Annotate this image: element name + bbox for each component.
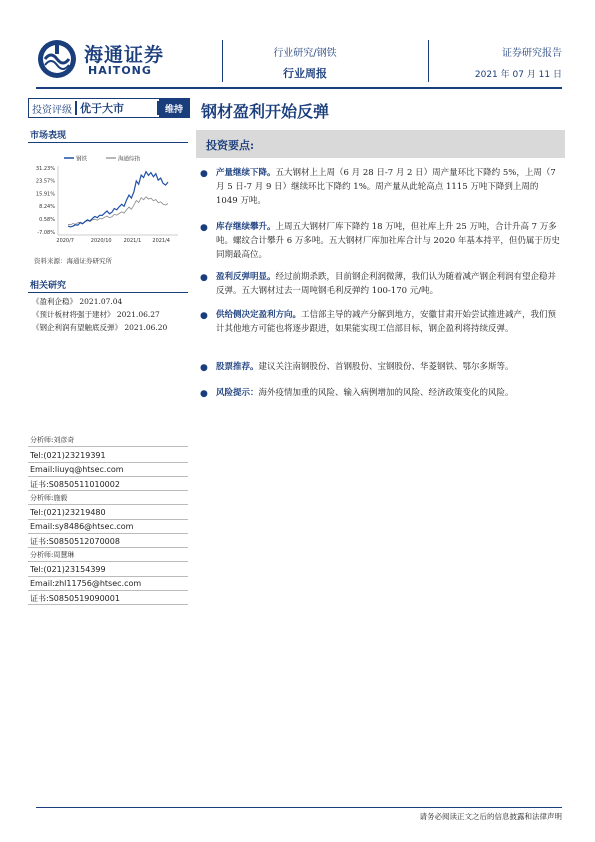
analyst-name: 分析师:施毅	[30, 494, 68, 502]
bullet-icon: ●	[200, 363, 208, 373]
investment-rating	[28, 98, 190, 118]
analyst-rule	[28, 590, 188, 591]
y-tick-label: 31.23%	[35, 165, 55, 172]
key-points-heading: 投资要点:	[206, 139, 255, 152]
key-point-text: 建议关注南钢股份、首钢股份、宝钢股份、华菱钢铁、鄂尔多斯等。	[258, 362, 514, 372]
key-point-text: 经过前期杀跌，目前钢企利润微薄，我们认为随着减产钢企利润有望企稳并反弹。五大钢材过去一周吨钢毛利反弹约 100-170 元/吨。	[216, 272, 557, 296]
analyst-tel: Tel:(021)23219391	[30, 451, 106, 460]
key-point-text: 海外疫情加重的风险、输入病例增加的风险、经济政策变化的风险。	[258, 388, 514, 398]
analyst-email: Email:sy8486@htsec.com	[30, 522, 134, 531]
key-point-lead: 风险提示：	[216, 388, 259, 398]
x-tick-label: 2020/7	[56, 238, 74, 244]
y-tick-label: 23.57%	[35, 178, 55, 185]
report-type: 行业周报	[283, 67, 327, 80]
market-performance-chart	[28, 150, 188, 248]
key-point	[216, 166, 561, 208]
bullet-icon: ●	[200, 169, 208, 179]
logo-english-name: HAITONG	[88, 64, 152, 77]
chart-legend	[64, 155, 141, 163]
y-tick-label: 8.24%	[39, 204, 55, 211]
related-report-title: 《钢企利润有望触底反弹》	[32, 323, 122, 332]
key-point-lead: 产量继续下降。	[216, 168, 276, 178]
analyst-rule	[28, 604, 188, 605]
analyst-rule	[28, 561, 188, 562]
key-point-lead: 供给侧决定盈利方向。	[216, 310, 302, 320]
key-point	[216, 308, 561, 336]
rating-value: 优于大市	[80, 102, 124, 115]
x-tick-label: 2021/4	[152, 238, 170, 244]
related-heading: 相关研究	[30, 281, 67, 291]
analyst-rule	[28, 462, 188, 463]
report-title: 钢材盈利开始反弹	[201, 102, 330, 121]
analyst-rule	[28, 504, 188, 505]
rating-label: 投资评级	[32, 104, 72, 116]
haitong-logo-icon	[36, 38, 78, 80]
related-report-date: 2021.06.20	[124, 323, 168, 332]
analyst-email: Email:zhl11756@htsec.com	[30, 579, 142, 588]
header-divider	[428, 40, 429, 82]
related-report	[32, 322, 167, 333]
analyst-email: Email:liuyq@htsec.com	[30, 465, 124, 474]
company-logo	[36, 38, 186, 82]
section-rule	[28, 142, 188, 143]
analyst-tel: Tel:(021)23154399	[30, 565, 106, 574]
analyst-rule	[28, 446, 188, 447]
document-type: 证券研究报告	[502, 48, 562, 59]
analyst-rule	[28, 547, 188, 548]
key-point	[216, 220, 561, 262]
series-line-index	[68, 197, 168, 225]
footer-disclaimer: 请务必阅读正文之后的信息披露和法律声明	[419, 812, 562, 821]
legend-label-index: 海通综指	[118, 156, 141, 163]
key-point-text: 上周五大钢材厂库下降约 18 万吨，但社库上升 25 万吨，合计升高 7 万多吨。螺纹合计攀升 6 万多吨。五大钢材厂库加社库合计与 2020 年基本持平，但仍属于历史同期最高位。	[216, 222, 560, 260]
chart-source: 资料来源：海通证券研究所	[34, 257, 112, 265]
report-category: 行业研究/钢铁	[273, 48, 337, 59]
key-point	[216, 360, 561, 374]
related-report-title: 《盈利企稳》	[32, 297, 77, 306]
logo-chinese-name: 海通证券	[84, 44, 165, 66]
related-report-date: 2021.06.27	[116, 310, 160, 319]
y-tick-label: 0.58%	[39, 217, 55, 224]
market-heading: 市场表现	[30, 131, 67, 141]
related-report-date: 2021.07.04	[79, 297, 123, 306]
rating-action: 维持	[159, 99, 189, 117]
key-point	[216, 270, 561, 298]
related-report	[32, 296, 122, 307]
x-tick-label: 2021/1	[123, 238, 142, 244]
footer-rule	[36, 807, 562, 808]
analyst-rule	[28, 576, 188, 577]
analyst-cert: 证书:S0850519090001	[30, 594, 120, 603]
analyst-cert: 证书:S0850511010002	[30, 480, 120, 489]
key-point-lead: 盈利反弹明显。	[216, 272, 276, 282]
section-rule	[28, 292, 188, 293]
series-line-steel	[68, 172, 168, 227]
bullet-icon: ●	[200, 389, 208, 399]
analyst-rule	[28, 476, 188, 477]
key-point-text: 工信部主导的减产分解到地方，安徽甘肃开始尝试推进减产，我们预计其他地方可能也将逐步跟进，如果能实现工信部目标，钢企盈利将持续反弹。	[216, 310, 557, 334]
key-point-lead: 股票推荐。	[216, 362, 259, 372]
y-tick-label: -7.08%	[37, 229, 55, 236]
bullet-icon: ●	[200, 311, 208, 321]
key-point	[216, 386, 561, 400]
analyst-rule	[28, 533, 188, 534]
related-report-title: 《预计板材将强于建材》	[32, 310, 115, 319]
key-point-lead: 库存继续攀升。	[216, 222, 276, 232]
bullet-icon: ●	[200, 223, 208, 233]
header-divider	[222, 40, 223, 82]
report-date: 2021 年 07 月 11 日	[474, 70, 562, 80]
legend-label-steel: 钢铁	[76, 156, 88, 163]
header-rule	[36, 87, 562, 89]
x-tick-label: 2020/10	[90, 238, 112, 244]
analyst-tel: Tel:(021)23219480	[30, 508, 106, 517]
analyst-name: 分析师:周慧琳	[30, 551, 75, 559]
key-point-text: 五大钢材上上周（6 月 28 日-7 月 2 日）周产量环比下降约 5%，上周（7 月 5 日-7 月 9 日）继续环比下降约 1%。周产量从此轮高点 1115 万吨下降到上周的 1049 万吨。	[216, 168, 556, 206]
analyst-name: 分析师:刘彦奇	[30, 436, 75, 444]
bullet-icon: ●	[200, 273, 208, 283]
analyst-cert: 证书:S0850512070008	[30, 537, 120, 546]
related-report	[32, 309, 160, 320]
analyst-rule	[28, 519, 188, 520]
y-tick-label: 15.91%	[35, 191, 55, 198]
analyst-rule	[28, 490, 188, 491]
